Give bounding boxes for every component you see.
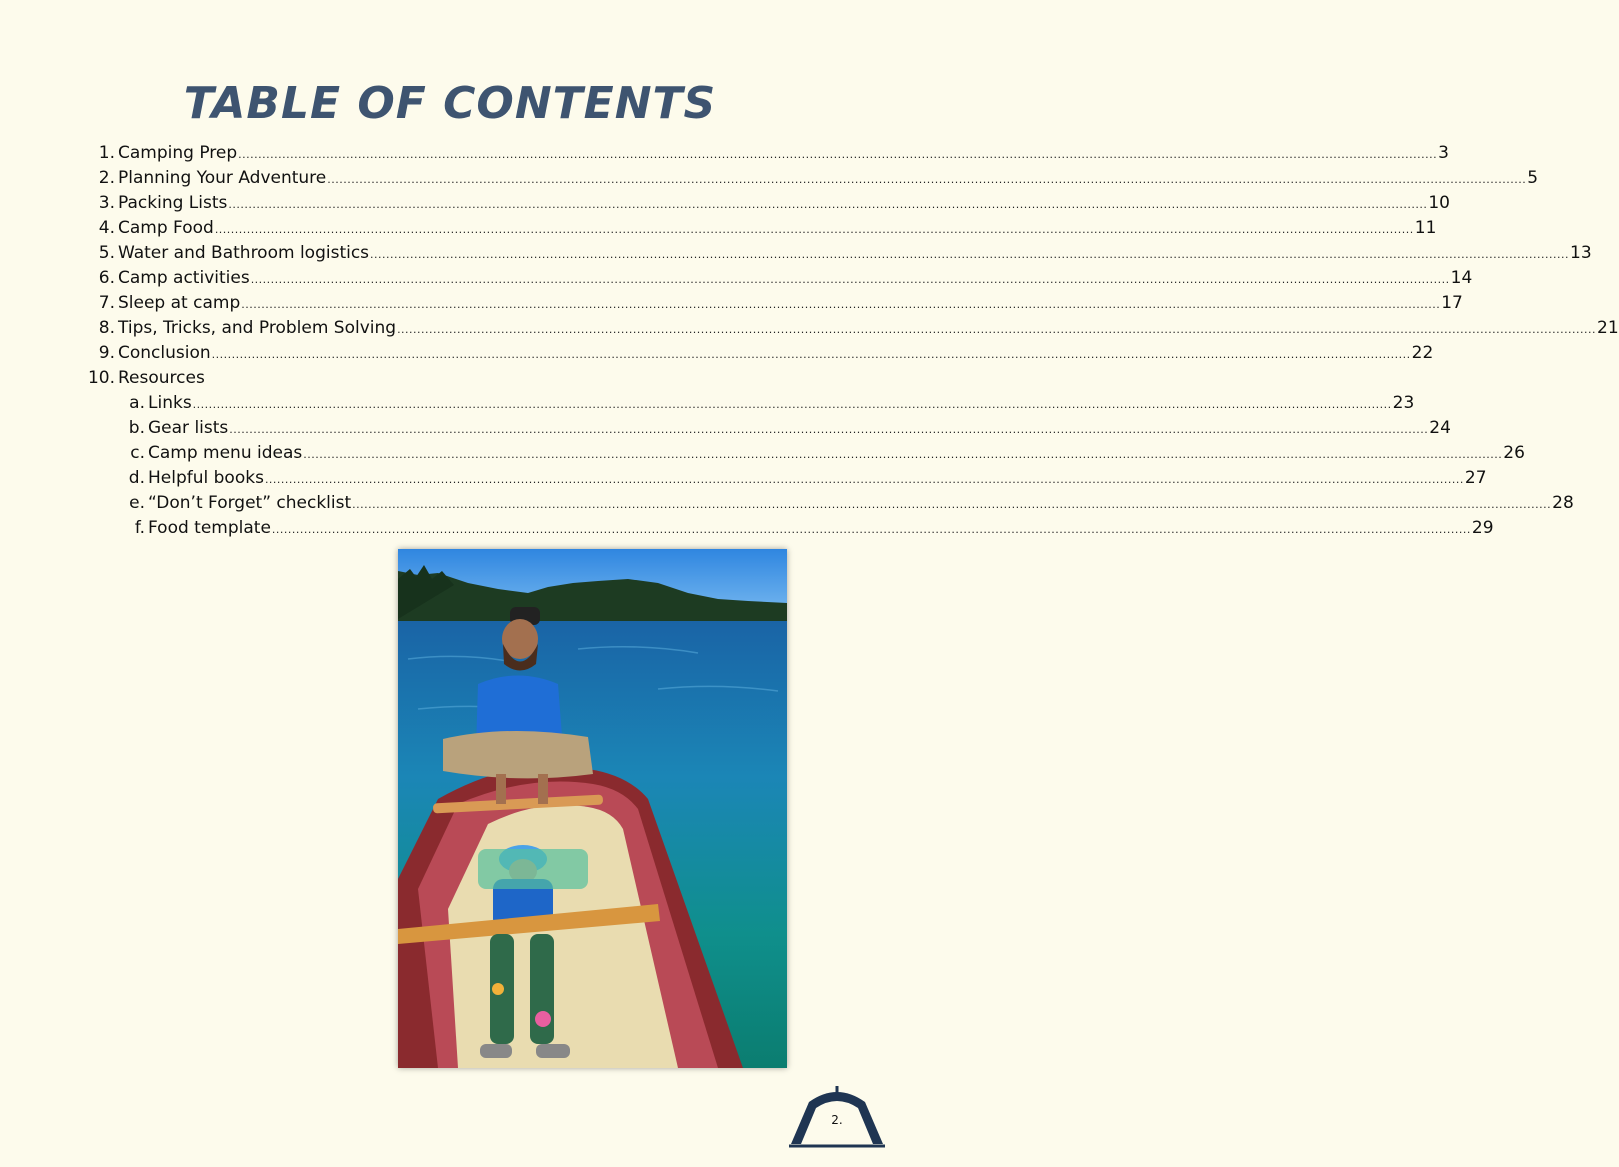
toc-subitem-label: Food template [148,518,271,538]
toc-subitem-label: Links [148,393,192,413]
toc-subitem-letter: d. [128,468,145,488]
toc-item-label: Water and Bathroom logistics [118,243,370,263]
toc-item-label: Resources [118,368,205,388]
toc-subitem-letter: e. [129,493,145,513]
toc-item-label: Sleep at camp [118,293,241,313]
toc-item-camp-food [85,216,1437,240]
toc-subitem-label: Gear lists [148,418,229,438]
toc-item-page: 14 [1450,268,1473,288]
toc-item-number: 6. [98,268,115,288]
toc-item-label: Tips, Tricks, and Problem Solving [118,318,397,338]
toc-subitem-label: Camp menu ideas [148,443,303,463]
toc-leader-dots: ............................................................................................................................................................................................................................................................................................................ [264,473,1464,486]
toc-item-tips-tricks [85,316,1619,340]
toc-subitem-camp-menu [117,441,1525,465]
toc-item-label: Conclusion [118,343,211,363]
canoe-photo-illustration [398,549,787,1068]
toc-item-page: 22 [1411,343,1434,363]
toc-item-number: 9. [98,343,115,363]
toc-item-number: 5. [98,243,115,263]
toc-leader-dots: ............................................................................................................................................................................................................................................................................................................ [238,148,1438,161]
toc-subitem-links [117,391,1415,415]
toc-subitem-page: 28 [1552,493,1574,513]
toc-item-number: 1. [98,143,115,163]
toc-subitem-page: 23 [1392,393,1415,413]
toc-item-page: 17 [1441,293,1463,313]
toc-subitem-helpful-books [117,466,1487,490]
toc-item-number: 10. [87,368,115,388]
toc-leader-dots: ............................................................................................................................................................................................................................................................................................................ [229,423,1429,436]
toc-item-label: Camp activities [118,268,250,288]
toc-item-conclusion [85,341,1434,365]
toc-subitem-letter: f. [134,518,145,538]
toc-subitem-letter: b. [128,418,145,438]
toc-item-sleep-at-camp [85,291,1463,315]
toc-leader-dots: ............................................................................................................................................................................................................................................................................................................ [352,498,1552,511]
toc-subitem-page: 27 [1464,468,1487,488]
toc-leader-dots: ............................................................................................................................................................................................................................................................................................................ [370,248,1570,261]
toc-item-planning [85,166,1539,190]
toc-subitem-label: Helpful books [148,468,264,488]
toc-item-label: Camp Food [118,218,214,238]
toc-leader-dots: ............................................................................................................................................................................................................................................................................................................ [327,173,1527,186]
toc-item-packing-lists [85,191,1450,215]
toc-item-number: 7. [98,293,115,313]
toc-leader-dots: ............................................................................................................................................................................................................................................................................................................ [192,398,1392,411]
toc-item-number: 8. [98,318,115,338]
toc-subitem-page: 24 [1429,418,1451,438]
toc-item-water-bathroom [85,241,1592,265]
toc-subitem-page: 29 [1471,518,1494,538]
toc-subitem-page: 26 [1503,443,1525,463]
toc-item-number: 3. [98,193,115,213]
toc-subitem-label: “Don’t Forget” checklist [148,493,352,513]
toc-item-page: 3 [1438,143,1449,163]
toc-item-camping-prep [85,141,1449,165]
toc-leader-dots: ............................................................................................................................................................................................................................................................................................................ [211,348,1411,361]
toc-item-number: 4. [98,218,115,238]
toc-leader-dots: ............................................................................................................................................................................................................................................................................................................ [241,298,1441,311]
toc-item-page: 5 [1527,168,1539,188]
toc-item-page: 13 [1570,243,1592,263]
toc-item-page: 11 [1414,218,1437,238]
toc-item-camp-activities [85,266,1473,290]
toc-item-label: Planning Your Adventure [118,168,327,188]
toc-subitem-letter: c. [130,443,145,463]
toc-leader-dots: ............................................................................................................................................................................................................................................................................................................ [228,198,1428,211]
toc-leader-dots: ............................................................................................................................................................................................................................................................................................................ [303,448,1503,461]
toc-subitem-letter: a. [129,393,145,413]
toc-leader-dots: ............................................................................................................................................................................................................................................................................................................ [250,273,1450,286]
toc-item-page: 21 [1597,318,1619,338]
page-title: TABLE OF CONTENTS [183,78,717,129]
toc-item-resources [85,366,811,390]
toc-leader-dots: ............................................................................................................................................................................................................................................................................................................ [271,523,1471,536]
toc-item-label: Packing Lists [118,193,228,213]
toc-subitem-food-template [117,516,1494,540]
toc-subitem-dont-forget [117,491,1574,515]
canoe-photo [398,549,787,1068]
toc-item-page: 10 [1428,193,1450,213]
toc-item-number: 2. [98,168,115,188]
toc-subitem-gear-lists [117,416,1451,440]
page-number: 2. [831,1113,843,1127]
toc-leader-dots: ............................................................................................................................................................................................................................................................................................................ [397,323,1597,336]
toc-item-label: Camping Prep [118,143,238,163]
toc-leader-dots: ............................................................................................................................................................................................................................................................................................................ [214,223,1414,236]
